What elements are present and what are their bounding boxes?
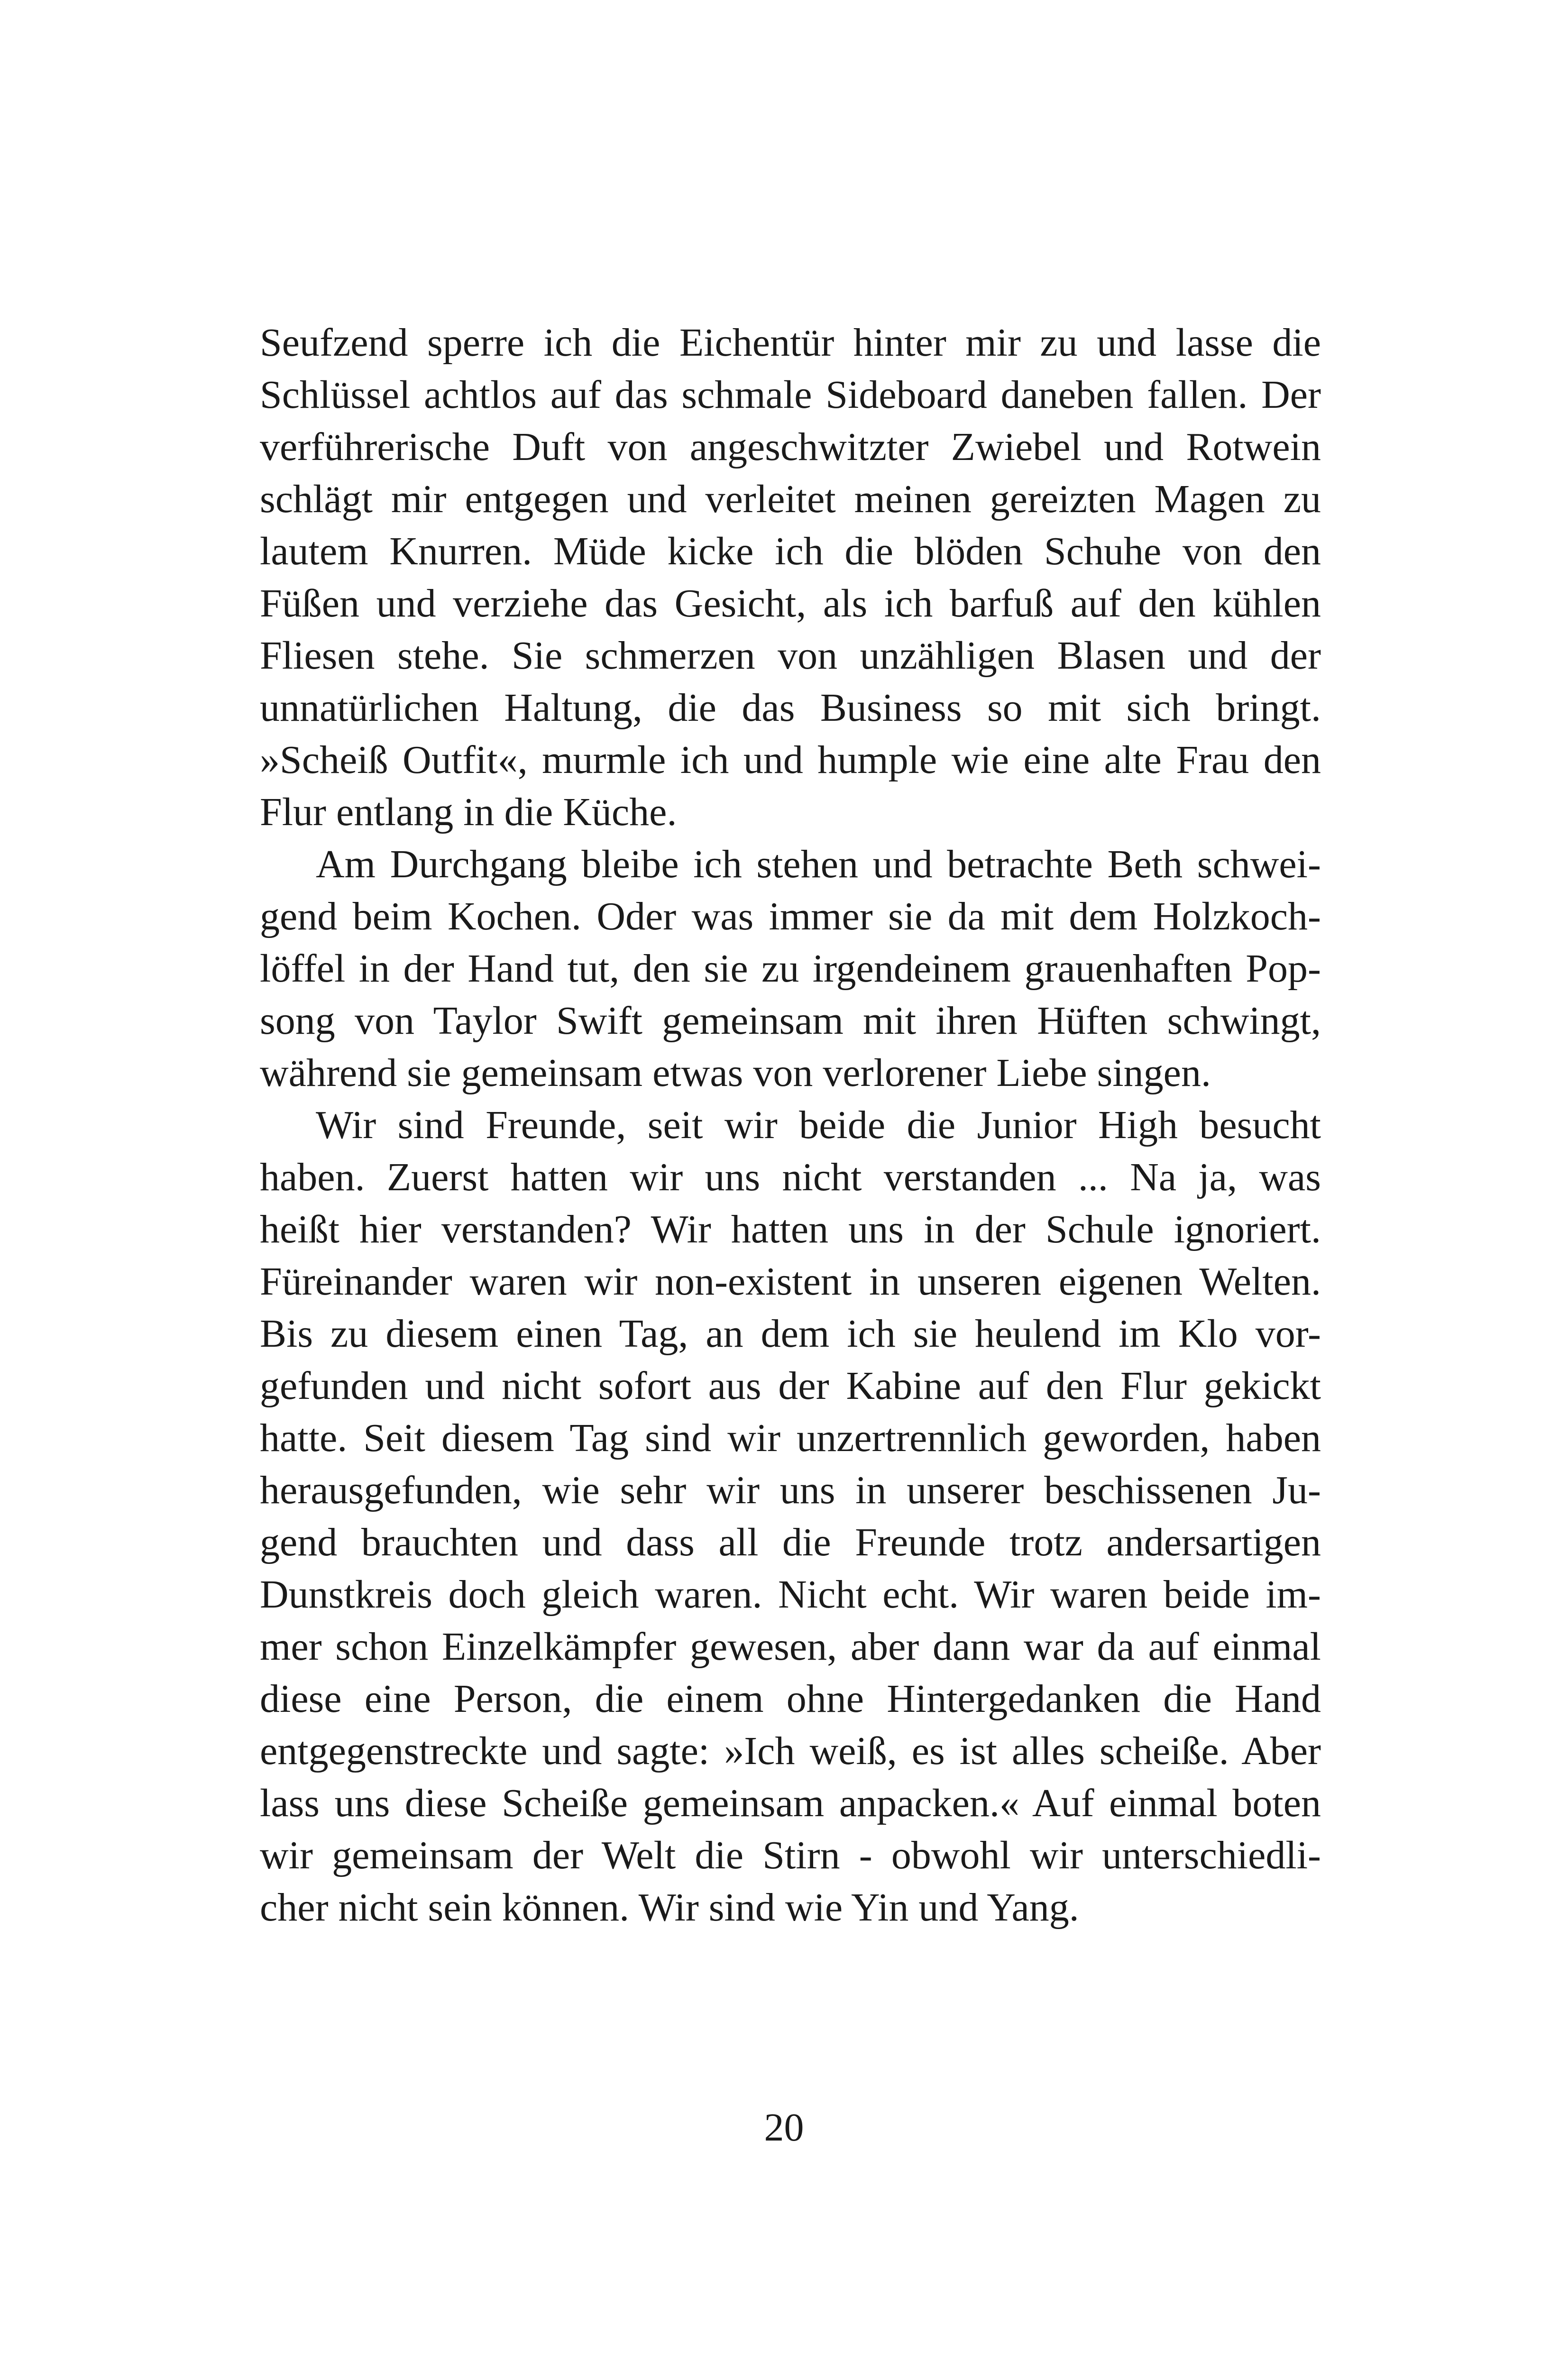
text-line: cher nicht sein können. Wir sind wie Yin und Yang. — [260, 1885, 1079, 1930]
text-line: mer schon Einzelkämpfer gewesen, aber dann war da auf einmal — [260, 1625, 1321, 1669]
text-line: Flur entlang in die Küche. — [260, 790, 677, 834]
text-line: »Scheiß Outfit«, murmle ich und humple wie eine alte Frau den — [260, 738, 1321, 782]
text-line: heißt hier verstanden? Wir hatten uns in der Schule ignoriert. — [260, 1207, 1321, 1251]
text-line: Schlüssel achtlos auf das schmale Sideboard daneben fallen. Der — [260, 373, 1321, 417]
text-line: lass uns diese Scheiße gemeinsam anpacken.« Auf einmal boten — [260, 1781, 1321, 1825]
text-line: lautem Knurren. Müde kicke ich die blöden Schuhe von den — [260, 529, 1321, 573]
text-line: diese eine Person, die einem ohne Hintergedanken die Hand — [260, 1677, 1321, 1721]
text-line: Bis zu diesem einen Tag, an dem ich sie heulend im Klo vor- — [260, 1312, 1321, 1356]
text-line: song von Taylor Swift gemeinsam mit ihren Hüften schwingt, — [260, 999, 1321, 1043]
text-line: hatte. Seit diesem Tag sind wir unzertrennlich geworden, haben — [260, 1416, 1321, 1460]
text-line: gend brauchten und dass all die Freunde trotz andersartigen — [260, 1520, 1321, 1564]
text-line: Dunstkreis doch gleich waren. Nicht echt. Wir waren beide im- — [260, 1572, 1321, 1617]
text-line: gend beim Kochen. Oder was immer sie da mit dem Holzkoch- — [260, 894, 1321, 938]
text-line: gefunden und nicht sofort aus der Kabine auf den Flur gekickt — [260, 1364, 1321, 1408]
text-line: entgegenstreckte und sagte: »Ich weiß, es ist alles scheiße. Aber — [260, 1729, 1321, 1773]
text-line: Füreinander waren wir non-existent in unseren eigenen Welten. — [260, 1259, 1321, 1304]
text-line: wir gemeinsam der Welt die Stirn - obwohl wir unterschiedli- — [260, 1833, 1321, 1877]
text-line: während sie gemeinsam etwas von verlorener Liebe singen. — [260, 1051, 1211, 1095]
page-number: 20 — [764, 2105, 804, 2150]
text-line: schlägt mir entgegen und verleitet meinen gereizten Magen zu — [260, 477, 1321, 521]
body-text — [260, 317, 1321, 1934]
text-line: Füßen und verziehe das Gesicht, als ich barfuß auf den kühlen — [260, 581, 1321, 625]
text-line: Am Durchgang bleibe ich stehen und betrachte Beth schwei- — [316, 842, 1321, 886]
text-line: löffel in der Hand tut, den sie zu irgendeinem grauenhaften Pop- — [260, 947, 1321, 991]
text-line: Fliesen stehe. Sie schmerzen von unzähligen Blasen und der — [260, 634, 1321, 678]
text-line: haben. Zuerst hatten wir uns nicht verstanden ... Na ja, was — [260, 1155, 1321, 1199]
text-line: Wir sind Freunde, seit wir beide die Junior High besucht — [316, 1103, 1321, 1147]
text-line: verführerische Duft von angeschwitzter Zwiebel und Rotwein — [260, 425, 1321, 469]
text-line: Seufzend sperre ich die Eichentür hinter mir zu und lasse die — [260, 321, 1321, 365]
text-line: unnatürlichen Haltung, die das Business so mit sich bringt. — [260, 686, 1321, 730]
text-line: herausgefunden, wie sehr wir uns in unserer beschissenen Ju- — [260, 1468, 1321, 1512]
